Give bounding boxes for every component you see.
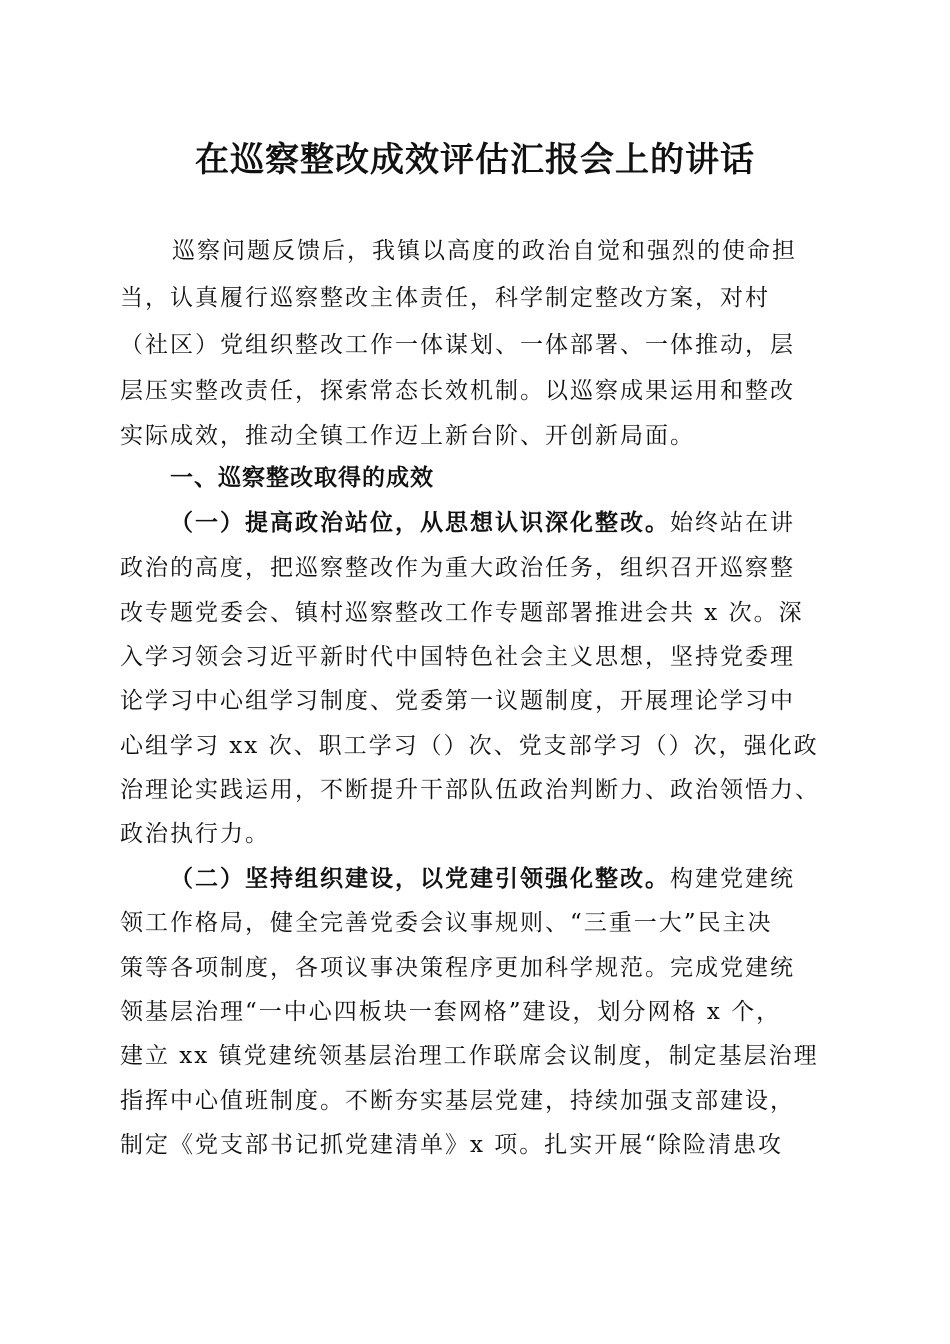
sub2-line-4: 领基层治理“一中心四板块一套网格”建设，划分网格 x 个， [120,999,782,1025]
sub2-line-7: 制定《党支部书记抓党建清单》x 项。扎实开展“除险清患攻 [120,1132,784,1158]
sub2-lead: （二）坚持组织建设，以党建引领强化整改。 [170,865,670,892]
sub1-line-8: 政治执行力。 [120,821,270,847]
intro-line-2: 当，认真履行巡察整改主体责任，科学制定整改方案，对村 [120,285,770,311]
sub1-lead: （一）提高政治站位，从思想认识深化整改。 [170,509,670,536]
intro-line-3: （社区）党组织整改工作一体谋划、一体部署、一体推动，层 [120,332,795,358]
intro-line-1: 巡察问题反馈后，我镇以高度的政治自觉和强烈的使命担 [172,238,797,264]
sub2-first-rest: 构建党建统 [670,866,795,892]
sub1-line-3: 改专题党委会、镇村巡察整改工作专题部署推进会共 x 次。深 [120,600,804,626]
intro-line-4: 层压实整改责任，探索常态长效机制。以巡察成果运用和整改 [120,378,795,404]
sub1-line-2: 政治的高度，把巡察整改作为重大政治任务，组织召开巡察整 [120,555,795,581]
sub2-line-6: 指挥中心值班制度。不断夯实基层党建，持续加强支部建设， [120,1088,795,1114]
section-heading-1: 一、巡察整改取得的成效 [170,464,434,491]
sub2-line-2: 领工作格局，健全完善党委会议事规则、“三重一大”民主决 [120,910,773,936]
sub1-line-7: 治理论实践运用，不断提升干部队伍政治判断力、政治领悟力、 [120,777,820,803]
sub2-first-line [170,864,795,894]
sub2-line-3: 策等各项制度，各项议事决策程序更加科学规范。完成党建统 [120,955,795,981]
sub2-line-5: 建立 xx 镇党建统领基层治理工作联席会议制度，制定基层治理 [120,1043,819,1069]
sub1-first-rest: 始终站在讲 [670,510,795,536]
sub1-line-6: 心组学习 xx 次、职工学习（）次、党支部学习（）次，强化政 [120,733,819,759]
intro-line-5: 实际成效，推动全镇工作迈上新台阶、开创新局面。 [120,423,695,449]
sub1-line-5: 论学习中心组学习制度、党委第一议题制度，开展理论学习中 [120,688,795,714]
sub1-line-4: 入学习领会习近平新时代中国特色社会主义思想，坚持党委理 [120,644,795,670]
document-title: 在巡察整改成效评估汇报会上的讲话 [195,140,755,180]
sub1-first-line [170,508,795,538]
